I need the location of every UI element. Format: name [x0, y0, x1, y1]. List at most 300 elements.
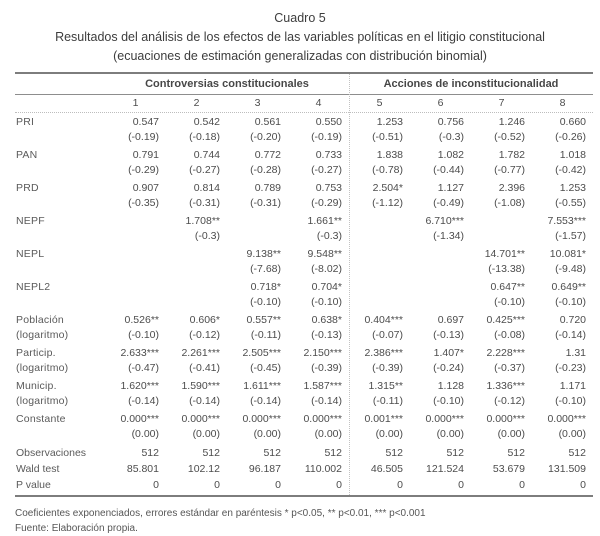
- std-error-value: (-0.10): [494, 296, 525, 308]
- value-cell: [288, 280, 349, 310]
- coefficient-value: 0.704*: [311, 281, 342, 293]
- value-cell: [166, 148, 227, 178]
- coefficient-value: [471, 214, 525, 229]
- coefficient-value: [105, 214, 159, 229]
- table-row: [15, 214, 593, 247]
- std-error-value: (-0.14): [189, 395, 220, 407]
- stat-label: P value: [16, 479, 51, 491]
- value-cell: [471, 313, 532, 343]
- std-error-value: (-0.3): [194, 230, 220, 242]
- coefficient-value: 0.814: [193, 182, 220, 194]
- row-label: [15, 280, 105, 310]
- coefficient-value: 9.138**: [246, 248, 281, 260]
- value-cell: [410, 247, 471, 277]
- coefficient-value: 1.587***: [303, 380, 342, 392]
- coefficient-value: 0.720: [559, 314, 586, 326]
- value-cell: [349, 346, 410, 376]
- coefficient-value: 2.504*: [372, 182, 403, 194]
- coefficient-value: [349, 247, 403, 262]
- coefficient-value: 0.753: [315, 182, 342, 194]
- row-label: [15, 379, 105, 409]
- value-cell: [410, 280, 471, 310]
- std-error-value: (-0.28): [250, 164, 281, 176]
- value-cell: [227, 313, 288, 343]
- value-cell: [166, 313, 227, 343]
- value-cell: [410, 412, 471, 442]
- value-cell: [349, 115, 410, 145]
- std-error-value: (-0.3): [438, 131, 464, 143]
- std-error-value: (-8.02): [311, 263, 342, 275]
- value-cell: [471, 280, 532, 310]
- value-cell: [227, 379, 288, 409]
- coefficient-value: 1.171: [559, 380, 586, 392]
- row-label-text: Particip.: [16, 347, 56, 359]
- coefficient-value: 1.611***: [243, 380, 281, 392]
- coefficient-value: [105, 247, 159, 262]
- group-header-controversias: Controversias constitucionales: [145, 78, 309, 90]
- row-sublabel-text: [15, 229, 105, 244]
- group-header-row: [15, 74, 593, 95]
- coefficient-value: 0.791: [132, 149, 159, 161]
- std-error-value: [105, 229, 159, 244]
- row-label-text: Constante: [16, 413, 66, 425]
- coefficient-value: [166, 280, 220, 295]
- coefficient-value: 2.633***: [120, 347, 159, 359]
- coefficient-value: 0.550: [315, 116, 342, 128]
- coefficient-value: 6.710***: [425, 215, 464, 227]
- value-cell: [532, 379, 593, 409]
- row-label-text: PRI: [16, 116, 35, 128]
- table-row: [15, 412, 593, 445]
- std-error-value: (0.00): [558, 428, 586, 440]
- std-error-value: (-7.68): [250, 263, 281, 275]
- std-error-value: (-0.31): [189, 197, 220, 209]
- std-error-value: [166, 295, 220, 310]
- value-cell: [410, 115, 471, 145]
- stat-label: Wald test: [16, 463, 60, 475]
- stat-value: 512: [202, 447, 220, 459]
- std-error-value: (-0.77): [494, 164, 525, 176]
- value-cell: [166, 181, 227, 211]
- value-cell: [166, 346, 227, 376]
- value-cell: [105, 346, 166, 376]
- std-error-value: (-0.27): [189, 164, 220, 176]
- value-cell: [166, 379, 227, 409]
- row-sublabel-text: [15, 130, 105, 145]
- group-header-spacer: [15, 74, 105, 94]
- row-sublabel-text: [15, 196, 105, 211]
- coefficient-value: 1.315**: [368, 380, 403, 392]
- row-label: [15, 115, 105, 145]
- value-cell: [349, 412, 410, 442]
- column-number: 3: [254, 97, 261, 109]
- coefficient-value: 1.407*: [433, 347, 464, 359]
- coefficient-value: 9.548**: [307, 248, 342, 260]
- stat-value: 512: [385, 447, 403, 459]
- coefficient-value: 2.150***: [303, 347, 342, 359]
- value-cell: [105, 412, 166, 442]
- std-error-value: (-9.48): [555, 263, 586, 275]
- stat-value: 512: [263, 447, 281, 459]
- coefficient-value: 2.228***: [486, 347, 525, 359]
- table-row: [15, 115, 593, 148]
- value-cell: [288, 247, 349, 277]
- value-cell: [227, 181, 288, 211]
- value-cell: [288, 412, 349, 442]
- row-sublabel-text: (logaritmo): [16, 362, 69, 374]
- std-error-value: (-0.10): [311, 296, 342, 308]
- coefficient-value: [166, 247, 220, 262]
- coefficient-value: 0.907: [132, 182, 159, 194]
- coefficient-value: [410, 247, 464, 262]
- coefficient-value: 10.081*: [549, 248, 586, 260]
- value-cell: [227, 412, 288, 442]
- value-cell: [410, 214, 471, 244]
- column-number: 4: [315, 97, 322, 109]
- value-cell: [288, 148, 349, 178]
- std-error-value: (-0.19): [311, 131, 342, 143]
- row-sublabel-text: [15, 295, 105, 310]
- coefficient-value: 0.542: [193, 116, 220, 128]
- row-label: [15, 346, 105, 376]
- std-error-value: (-0.10): [433, 395, 464, 407]
- std-error-value: (-0.31): [250, 197, 281, 209]
- coefficient-value: 1.018: [559, 149, 586, 161]
- coefficient-value: 0.547: [132, 116, 159, 128]
- column-number: 5: [376, 97, 383, 109]
- table-source: Fuente: Elaboración propia.: [15, 523, 138, 534]
- value-cell: [410, 181, 471, 211]
- stat-value: 0: [519, 479, 525, 491]
- std-error-value: (0.00): [497, 428, 525, 440]
- table-row: [15, 247, 593, 280]
- value-cell: [105, 379, 166, 409]
- std-error-value: (-0.12): [189, 329, 220, 341]
- row-sublabel-text: [15, 262, 105, 277]
- std-error-value: (-0.14): [311, 395, 342, 407]
- coefficient-value: 1.253: [376, 116, 403, 128]
- row-label: [15, 412, 105, 442]
- stat-label: Observaciones: [16, 447, 87, 459]
- std-error-value: (-0.39): [311, 362, 342, 374]
- std-error-value: (-0.19): [128, 131, 159, 143]
- coefficient-value: 0.561: [254, 116, 281, 128]
- coefficient-value: 1.590***: [181, 380, 220, 392]
- std-error-value: (-1.08): [494, 197, 525, 209]
- std-error-value: [410, 262, 464, 277]
- value-cell: [410, 346, 471, 376]
- std-error-value: (-0.47): [128, 362, 159, 374]
- coefficient-value: [105, 280, 159, 295]
- stat-value: 110.002: [304, 463, 342, 475]
- coefficient-value: 0.718*: [250, 281, 281, 293]
- coefficient-value: 1.246: [498, 116, 525, 128]
- row-label-text: NEPF: [16, 215, 45, 227]
- row-sublabel-text: (logaritmo): [16, 395, 69, 407]
- stat-row: [15, 445, 593, 461]
- value-cell: [471, 148, 532, 178]
- value-cell: [532, 181, 593, 211]
- column-number: 1: [132, 97, 139, 109]
- std-error-value: (-0.11): [250, 329, 281, 341]
- std-error-value: (-0.51): [372, 131, 403, 143]
- stat-row: [15, 477, 593, 493]
- coefficient-value: 0.000***: [425, 413, 464, 425]
- value-cell: [288, 115, 349, 145]
- value-cell: [532, 313, 593, 343]
- column-numbers-row: [15, 95, 593, 113]
- stat-value: 96.187: [248, 463, 281, 475]
- std-error-value: (0.00): [253, 428, 281, 440]
- column-number: 8: [559, 97, 566, 109]
- std-error-value: (-0.08): [494, 329, 525, 341]
- coefficient-value: 0.660: [559, 116, 586, 128]
- coefficient-value: 0.526**: [124, 314, 159, 326]
- value-cell: [288, 214, 349, 244]
- table-title: Resultados del análisis de los efectos de las variables políticas en el litigio constitucional: [55, 30, 545, 44]
- coefficient-value: 0.000***: [303, 413, 342, 425]
- value-cell: [227, 115, 288, 145]
- stat-row: [15, 461, 593, 477]
- table-row: [15, 379, 593, 412]
- std-error-value: (-13.38): [488, 263, 525, 275]
- coefficient-value: 2.261***: [181, 347, 220, 359]
- stat-value: 512: [507, 447, 525, 459]
- stat-value: 53.679: [492, 463, 525, 475]
- std-error-value: (-0.10): [128, 329, 159, 341]
- row-label-text: PAN: [16, 149, 38, 161]
- stat-value: 0: [397, 479, 403, 491]
- std-error-value: (-0.23): [555, 362, 586, 374]
- std-error-value: [349, 295, 403, 310]
- coefficient-value: 1.128: [437, 380, 464, 392]
- stat-value: 0: [458, 479, 464, 491]
- std-error-value: (-0.29): [311, 197, 342, 209]
- stats-rows: [15, 445, 593, 495]
- value-cell: [471, 379, 532, 409]
- value-cell: [288, 181, 349, 211]
- value-cell: [105, 115, 166, 145]
- coefficient-value: 1.708**: [185, 215, 220, 227]
- stat-value: 121.524: [426, 463, 464, 475]
- value-cell: [349, 280, 410, 310]
- std-error-value: (-0.26): [555, 131, 586, 143]
- value-cell: [471, 346, 532, 376]
- std-error-value: (-0.3): [316, 230, 342, 242]
- stat-value: 0: [336, 479, 342, 491]
- coefficient-value: 1.31: [565, 347, 586, 359]
- std-error-value: (-0.13): [311, 329, 342, 341]
- value-cell: [532, 214, 593, 244]
- stat-value: 512: [141, 447, 159, 459]
- value-cell: [105, 313, 166, 343]
- std-error-value: (-0.24): [433, 362, 464, 374]
- std-error-value: (0.00): [131, 428, 159, 440]
- std-error-value: [105, 295, 159, 310]
- table-row: [15, 313, 593, 346]
- value-cell: [410, 379, 471, 409]
- coefficient-value: [410, 280, 464, 295]
- row-label: [15, 148, 105, 178]
- coefficient-value: 0.649**: [551, 281, 586, 293]
- column-number: 7: [498, 97, 505, 109]
- std-error-value: (0.00): [436, 428, 464, 440]
- std-error-value: (-0.29): [128, 164, 159, 176]
- coefficient-value: 1.620***: [120, 380, 159, 392]
- column-number-spacer: [15, 95, 105, 111]
- row-label: [15, 214, 105, 244]
- coefficient-value: 0.557**: [246, 314, 281, 326]
- value-cell: [349, 247, 410, 277]
- std-error-value: (0.00): [375, 428, 403, 440]
- stat-value: 102.12: [187, 463, 220, 475]
- coefficient-value: 0.000***: [547, 413, 586, 425]
- coefficient-value: 0.000***: [486, 413, 525, 425]
- value-cell: [532, 412, 593, 442]
- value-cell: [227, 346, 288, 376]
- coefficient-value: 2.386***: [364, 347, 403, 359]
- table-note: Coeficientes exponenciados, errores estándar en paréntesis * p<0.05, ** p<0.01, *** p<0.001: [15, 508, 426, 519]
- stat-value: 131.509: [548, 463, 586, 475]
- stat-value: 512: [324, 447, 342, 459]
- coefficient-value: 0.638*: [311, 314, 342, 326]
- std-error-value: [349, 262, 403, 277]
- coefficient-value: [349, 280, 403, 295]
- column-number: 6: [437, 97, 444, 109]
- value-cell: [532, 148, 593, 178]
- row-label-text: NEPL2: [16, 281, 51, 293]
- table-number: Cuadro 5: [274, 11, 326, 25]
- coefficient-value: [227, 214, 281, 229]
- coefficient-value: 1.127: [437, 182, 464, 194]
- value-cell: [349, 379, 410, 409]
- std-error-value: (-0.14): [250, 395, 281, 407]
- std-error-value: (-0.14): [128, 395, 159, 407]
- row-label-text: PRD: [16, 182, 39, 194]
- value-cell: [105, 280, 166, 310]
- row-label: [15, 313, 105, 343]
- std-error-value: (-0.14): [555, 329, 586, 341]
- std-error-value: (-0.18): [189, 131, 220, 143]
- std-error-value: (-0.55): [555, 197, 586, 209]
- value-cell: [532, 280, 593, 310]
- std-error-value: (-0.35): [128, 197, 159, 209]
- std-error-value: (-0.41): [189, 362, 220, 374]
- stat-value: 46.505: [370, 463, 403, 475]
- stat-value: 0: [275, 479, 281, 491]
- row-label-text: Población: [16, 314, 64, 326]
- std-error-value: (-0.45): [250, 362, 281, 374]
- std-error-value: (0.00): [192, 428, 220, 440]
- coefficient-value: 0.606*: [189, 314, 220, 326]
- table-row: [15, 181, 593, 214]
- coefficient-value: 0.697: [437, 314, 464, 326]
- std-error-value: (-0.20): [250, 131, 281, 143]
- coefficient-value: 0.789: [254, 182, 281, 194]
- std-error-value: [166, 262, 220, 277]
- std-error-value: (-0.49): [433, 197, 464, 209]
- stat-value: 85.801: [126, 463, 159, 475]
- title-block: [0, 0, 600, 66]
- stat-value: 0: [153, 479, 159, 491]
- value-cell: [532, 247, 593, 277]
- results-table: [15, 72, 593, 497]
- std-error-value: (-0.52): [494, 131, 525, 143]
- std-error-value: (-0.11): [372, 395, 403, 407]
- coefficient-value: 2.505***: [242, 347, 281, 359]
- value-cell: [227, 247, 288, 277]
- std-error-value: (-0.44): [433, 164, 464, 176]
- value-cell: [471, 214, 532, 244]
- value-cell: [166, 412, 227, 442]
- std-error-value: [227, 229, 281, 244]
- value-cell: [471, 115, 532, 145]
- row-label-text: NEPL: [16, 248, 45, 260]
- table-body: [15, 113, 593, 445]
- coefficient-value: 1.082: [437, 149, 464, 161]
- table-row: [15, 280, 593, 313]
- std-error-value: (-0.78): [372, 164, 403, 176]
- row-sublabel-text: [15, 427, 105, 442]
- value-cell: [349, 214, 410, 244]
- value-cell: [166, 280, 227, 310]
- table-row: [15, 346, 593, 379]
- coefficient-value: 7.553***: [547, 215, 586, 227]
- coefficient-value: 0.733: [315, 149, 342, 161]
- row-sublabel-text: [15, 163, 105, 178]
- std-error-value: (-1.34): [433, 230, 464, 242]
- value-cell: [288, 346, 349, 376]
- coefficient-value: 0.000***: [181, 413, 220, 425]
- std-error-value: (-1.12): [372, 197, 403, 209]
- std-error-value: (-0.37): [494, 362, 525, 374]
- group-header-acciones: Acciones de inconstitucionalidad: [383, 78, 559, 90]
- value-cell: [410, 148, 471, 178]
- row-label-text: Municip.: [16, 380, 57, 392]
- value-cell: [410, 313, 471, 343]
- std-error-value: (-0.10): [555, 296, 586, 308]
- std-error-value: [410, 295, 464, 310]
- value-cell: [471, 412, 532, 442]
- row-sublabel-text: (logaritmo): [16, 329, 69, 341]
- column-number: 2: [193, 97, 200, 109]
- footnote-block: [15, 506, 590, 536]
- coefficient-value: 1.253: [559, 182, 586, 194]
- std-error-value: (-0.42): [555, 164, 586, 176]
- table-row: [15, 148, 593, 181]
- coefficient-value: 1.838: [376, 149, 403, 161]
- coefficient-value: 0.744: [193, 149, 220, 161]
- value-cell: [288, 313, 349, 343]
- table-subtitle: (ecuaciones de estimación generalizadas con distribución binomial): [113, 49, 487, 63]
- value-cell: [471, 247, 532, 277]
- std-error-value: (-0.10): [555, 395, 586, 407]
- coefficient-value: 0.425***: [486, 314, 525, 326]
- stat-value: 0: [580, 479, 586, 491]
- value-cell: [166, 214, 227, 244]
- value-cell: [471, 181, 532, 211]
- value-cell: [532, 115, 593, 145]
- std-error-value: [471, 229, 525, 244]
- std-error-value: (-0.27): [311, 164, 342, 176]
- value-cell: [227, 148, 288, 178]
- coefficient-value: 0.000***: [120, 413, 159, 425]
- coefficient-value: 0.756: [437, 116, 464, 128]
- value-cell: [166, 247, 227, 277]
- coefficient-value: 1.782: [498, 149, 525, 161]
- coefficient-value: 2.396: [498, 182, 525, 194]
- coefficient-value: [349, 214, 403, 229]
